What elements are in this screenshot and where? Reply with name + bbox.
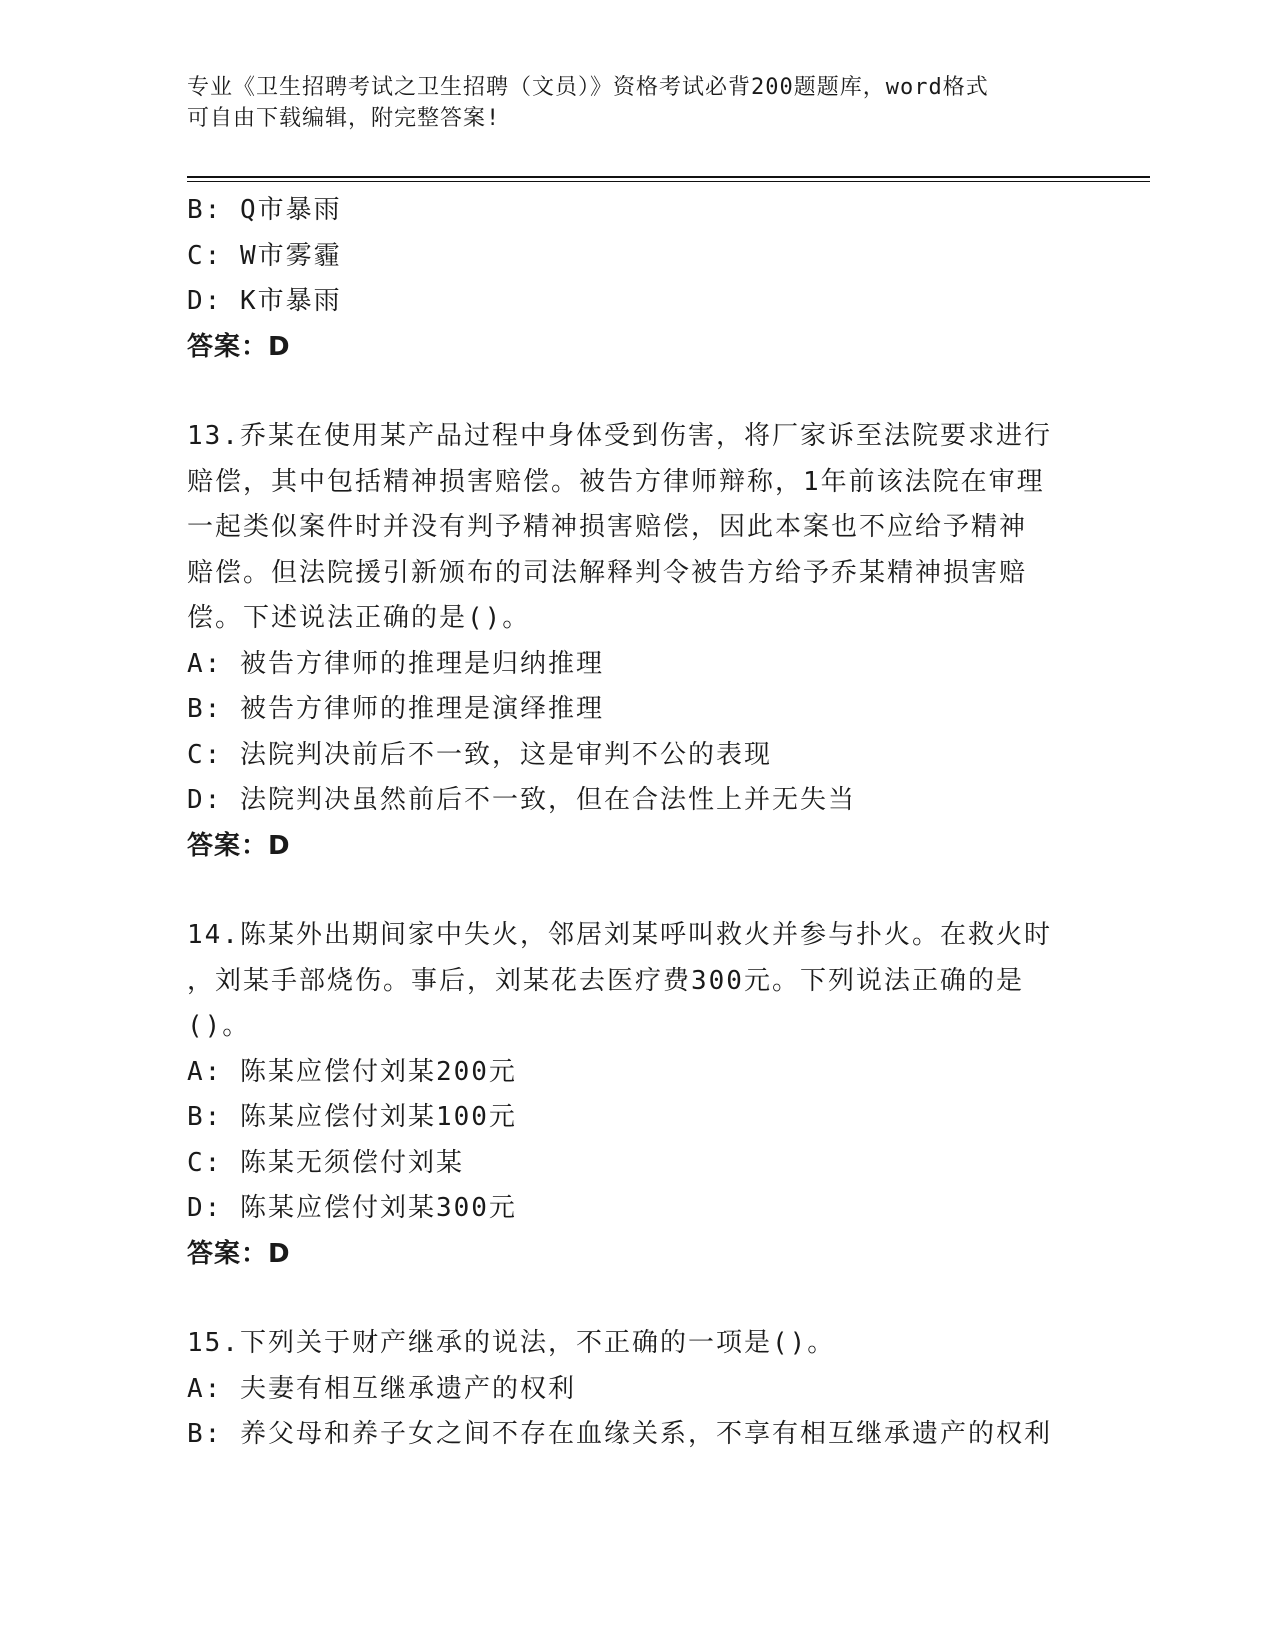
option-c: C: 陈某无须偿付刘某 (187, 1147, 464, 1178)
document-header (187, 72, 1087, 134)
question-12-tail (187, 188, 1087, 370)
question-15 (187, 1321, 1087, 1458)
option-c: C: W市雾霾 (187, 240, 342, 271)
answer-label: 答案：D (187, 331, 291, 362)
question-stem-line: 赔偿。但法院援引新颁布的司法解释判令被告方给予乔某精神损害赔 (187, 557, 1028, 588)
question-content (187, 188, 1087, 1458)
option-a: A: 被告方律师的推理是归纳推理 (187, 648, 604, 679)
answer-label: 答案：D (187, 1238, 291, 1269)
question-stem-line: ，刘某手部烧伤。事后，刘某花去医疗费300元。下列说法正确的是 (187, 965, 1024, 996)
option-a: A: 陈某应偿付刘某200元 (187, 1056, 517, 1087)
question-stem-line: 14.陈某外出期间家中失火，邻居刘某呼叫救火并参与扑火。在救火时 (187, 920, 1052, 950)
option-b: B: 被告方律师的推理是演绎推理 (187, 694, 604, 724)
question-stem-line: 13.乔某在使用某产品过程中身体受到伤害，将厂家诉至法院要求进行 (187, 421, 1052, 451)
question-13 (187, 414, 1087, 869)
option-a: A: 夫妻有相互继承遗产的权利 (187, 1373, 576, 1404)
option-b: B: 养父母和养子女之间不存在血缘关系，不享有相互继承遗产的权利 (187, 1419, 1052, 1449)
question-stem-line: ()。 (187, 1011, 251, 1041)
header-line-2: 可自由下载编辑，附完整答案! (187, 106, 501, 131)
option-d: D: K市暴雨 (187, 286, 342, 316)
spacer (187, 869, 1087, 913)
option-b: B: 陈某应偿付刘某100元 (187, 1102, 517, 1132)
question-stem-line: 赔偿，其中包括精神损害赔偿。被告方律师辩称，1年前该法院在审理 (187, 466, 1045, 497)
option-b: B: Q市暴雨 (187, 195, 342, 225)
spacer (187, 370, 1087, 414)
question-stem-line: 15.下列关于财产继承的说法，不正确的一项是()。 (187, 1328, 836, 1358)
question-stem-line: 一起类似案件时并没有判予精神损害赔偿，因此本案也不应给予精神 (187, 512, 1028, 542)
header-divider-thin (187, 181, 1150, 182)
question-stem-line: 偿。下述说法正确的是()。 (187, 603, 531, 633)
header-divider-thick (187, 176, 1150, 178)
option-d: D: 法院判决虽然前后不一致，但在合法性上并无失当 (187, 785, 856, 815)
option-c: C: 法院判决前后不一致，这是审判不公的表现 (187, 739, 772, 770)
option-d: D: 陈某应偿付刘某300元 (187, 1193, 517, 1223)
spacer (187, 1277, 1087, 1321)
header-line-1: 专业《卫生招聘考试之卫生招聘（文员）》资格考试必背200题题库，word格式 (187, 75, 989, 100)
answer-label: 答案：D (187, 830, 291, 861)
question-14 (187, 913, 1087, 1277)
